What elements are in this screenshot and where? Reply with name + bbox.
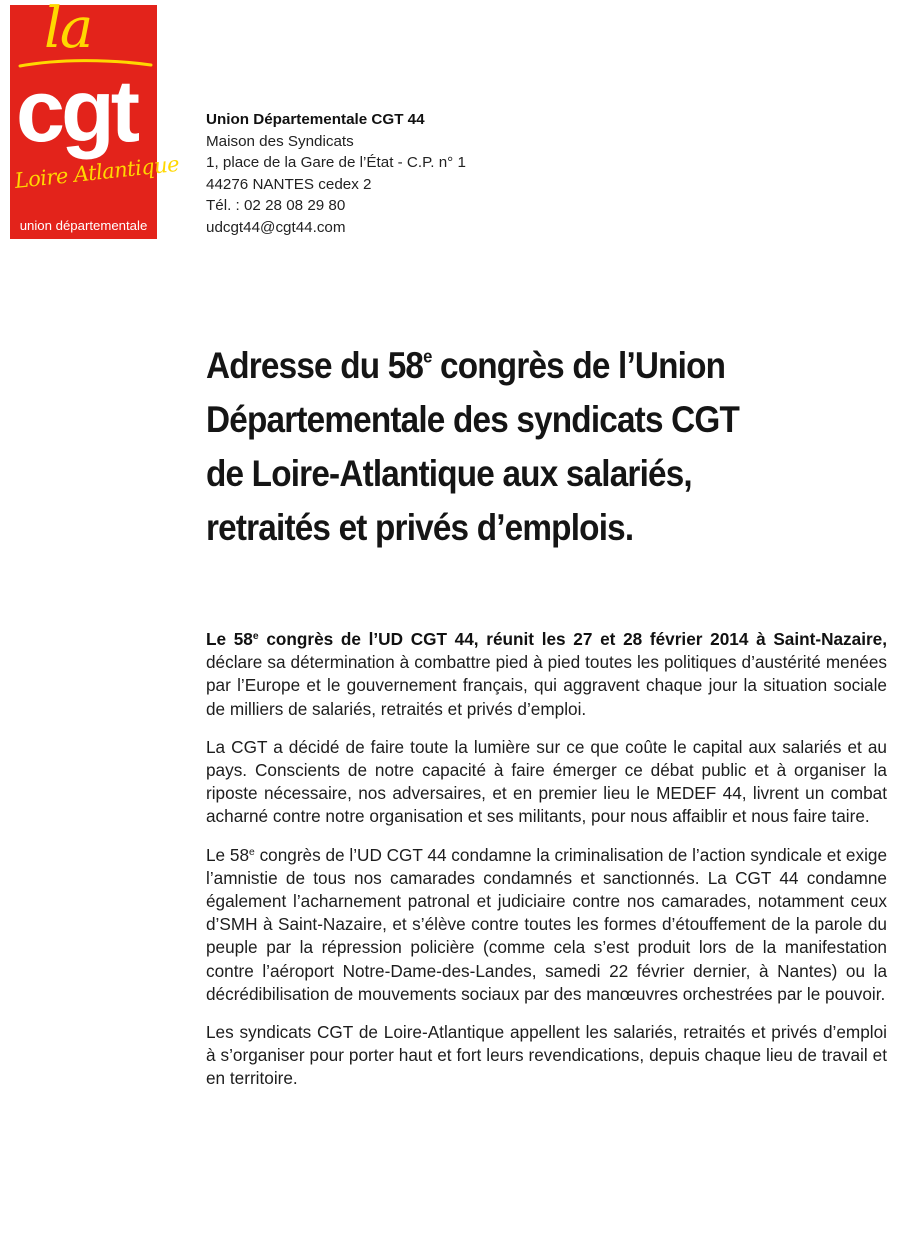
document-title <box>206 339 782 555</box>
title-line-4: retraités et privés d’emplois. <box>206 507 634 548</box>
paragraph-1-lead: Le 58e congrès de l’UD CGT 44, réunit les 27 et 28 février 2014 à Saint-Nazaire, <box>206 629 887 649</box>
address-line-email: udcgt44@cgt44.com <box>206 218 346 236</box>
title-line-2: Départementale des syndicats CGT <box>206 399 739 440</box>
address-line-building: Maison des Syndicats <box>206 132 354 150</box>
logo-subtitle: union départementale <box>19 218 148 233</box>
title-line-1: Adresse du 58e congrès de l’Union <box>206 345 726 386</box>
organization-name: Union Départementale CGT 44 <box>206 111 425 128</box>
cgt-logo <box>10 0 181 239</box>
paragraph-4: Les syndicats CGT de Loire-Atlantique appellent les salariés, retraités et privés d’emploi à s’organiser pour porter haut et fort leurs revendications, depuis chaque lieu de travail et en territoire. <box>206 1022 887 1089</box>
logo-la-text: la <box>44 0 92 61</box>
logo-region-text: Loire Atlantique <box>13 151 181 193</box>
paragraph-3: Le 58e congrès de l’UD CGT 44 condamne la criminalisation de l’action syndicale et exige l’amnistie de tous nos camarades condamnés et sanctionnés. La CGT 44 condamne également l’acharnement patronal et judiciaire contre nos camarades, notamment ceux d’SMH à Saint-Nazaire, et s’élève contre toutes les formes d’étouffement de la parole du peuple par la répression policière (comme cela s’est produit lors de la manifestation contre l’aéroport Notre-Dame-des-Landes, samedi 22 février dernier, à Nantes) ou la décrédibilisation de mouvements sociaux par des manœuvres orchestrées par le pouvoir. <box>206 844 888 1004</box>
address-line-phone: Tél. : 02 28 08 29 80 <box>206 197 346 215</box>
address-block <box>206 109 466 239</box>
address-line-street: 1, place de la Gare de l’État - C.P. n° 1 <box>206 154 466 172</box>
paragraph-2: La CGT a décidé de faire toute la lumière sur ce que coûte le capital aux salariés et au pays. Conscients de notre capacité à faire émerger ce débat public et à organiser la riposte nécessaire, nos adversaires, et en premier lieu le MEDEF 44, livrent un combat acharné contre notre organisation et ses militants, pour nous affaiblir et nous faire taire. <box>206 736 887 827</box>
title-line-3: de Loire-Atlantique aux salariés, <box>206 453 692 494</box>
paragraph-1: Le 58e congrès de l’UD CGT 44, réunit les 27 et 28 février 2014 à Saint-Nazaire, déclare sa détermination à combattre pied à pied toutes les politiques d’austérité menées par l’Europe et le gouvernement français, qui aggravent chaque jour la situation sociale de milliers de salariés, retraités et privés d’emploi. <box>206 629 887 719</box>
logo-cgt-text: cgt <box>16 61 136 160</box>
address-line-city: 44276 NANTES cedex 2 <box>206 175 372 193</box>
document-body <box>206 628 887 1106</box>
